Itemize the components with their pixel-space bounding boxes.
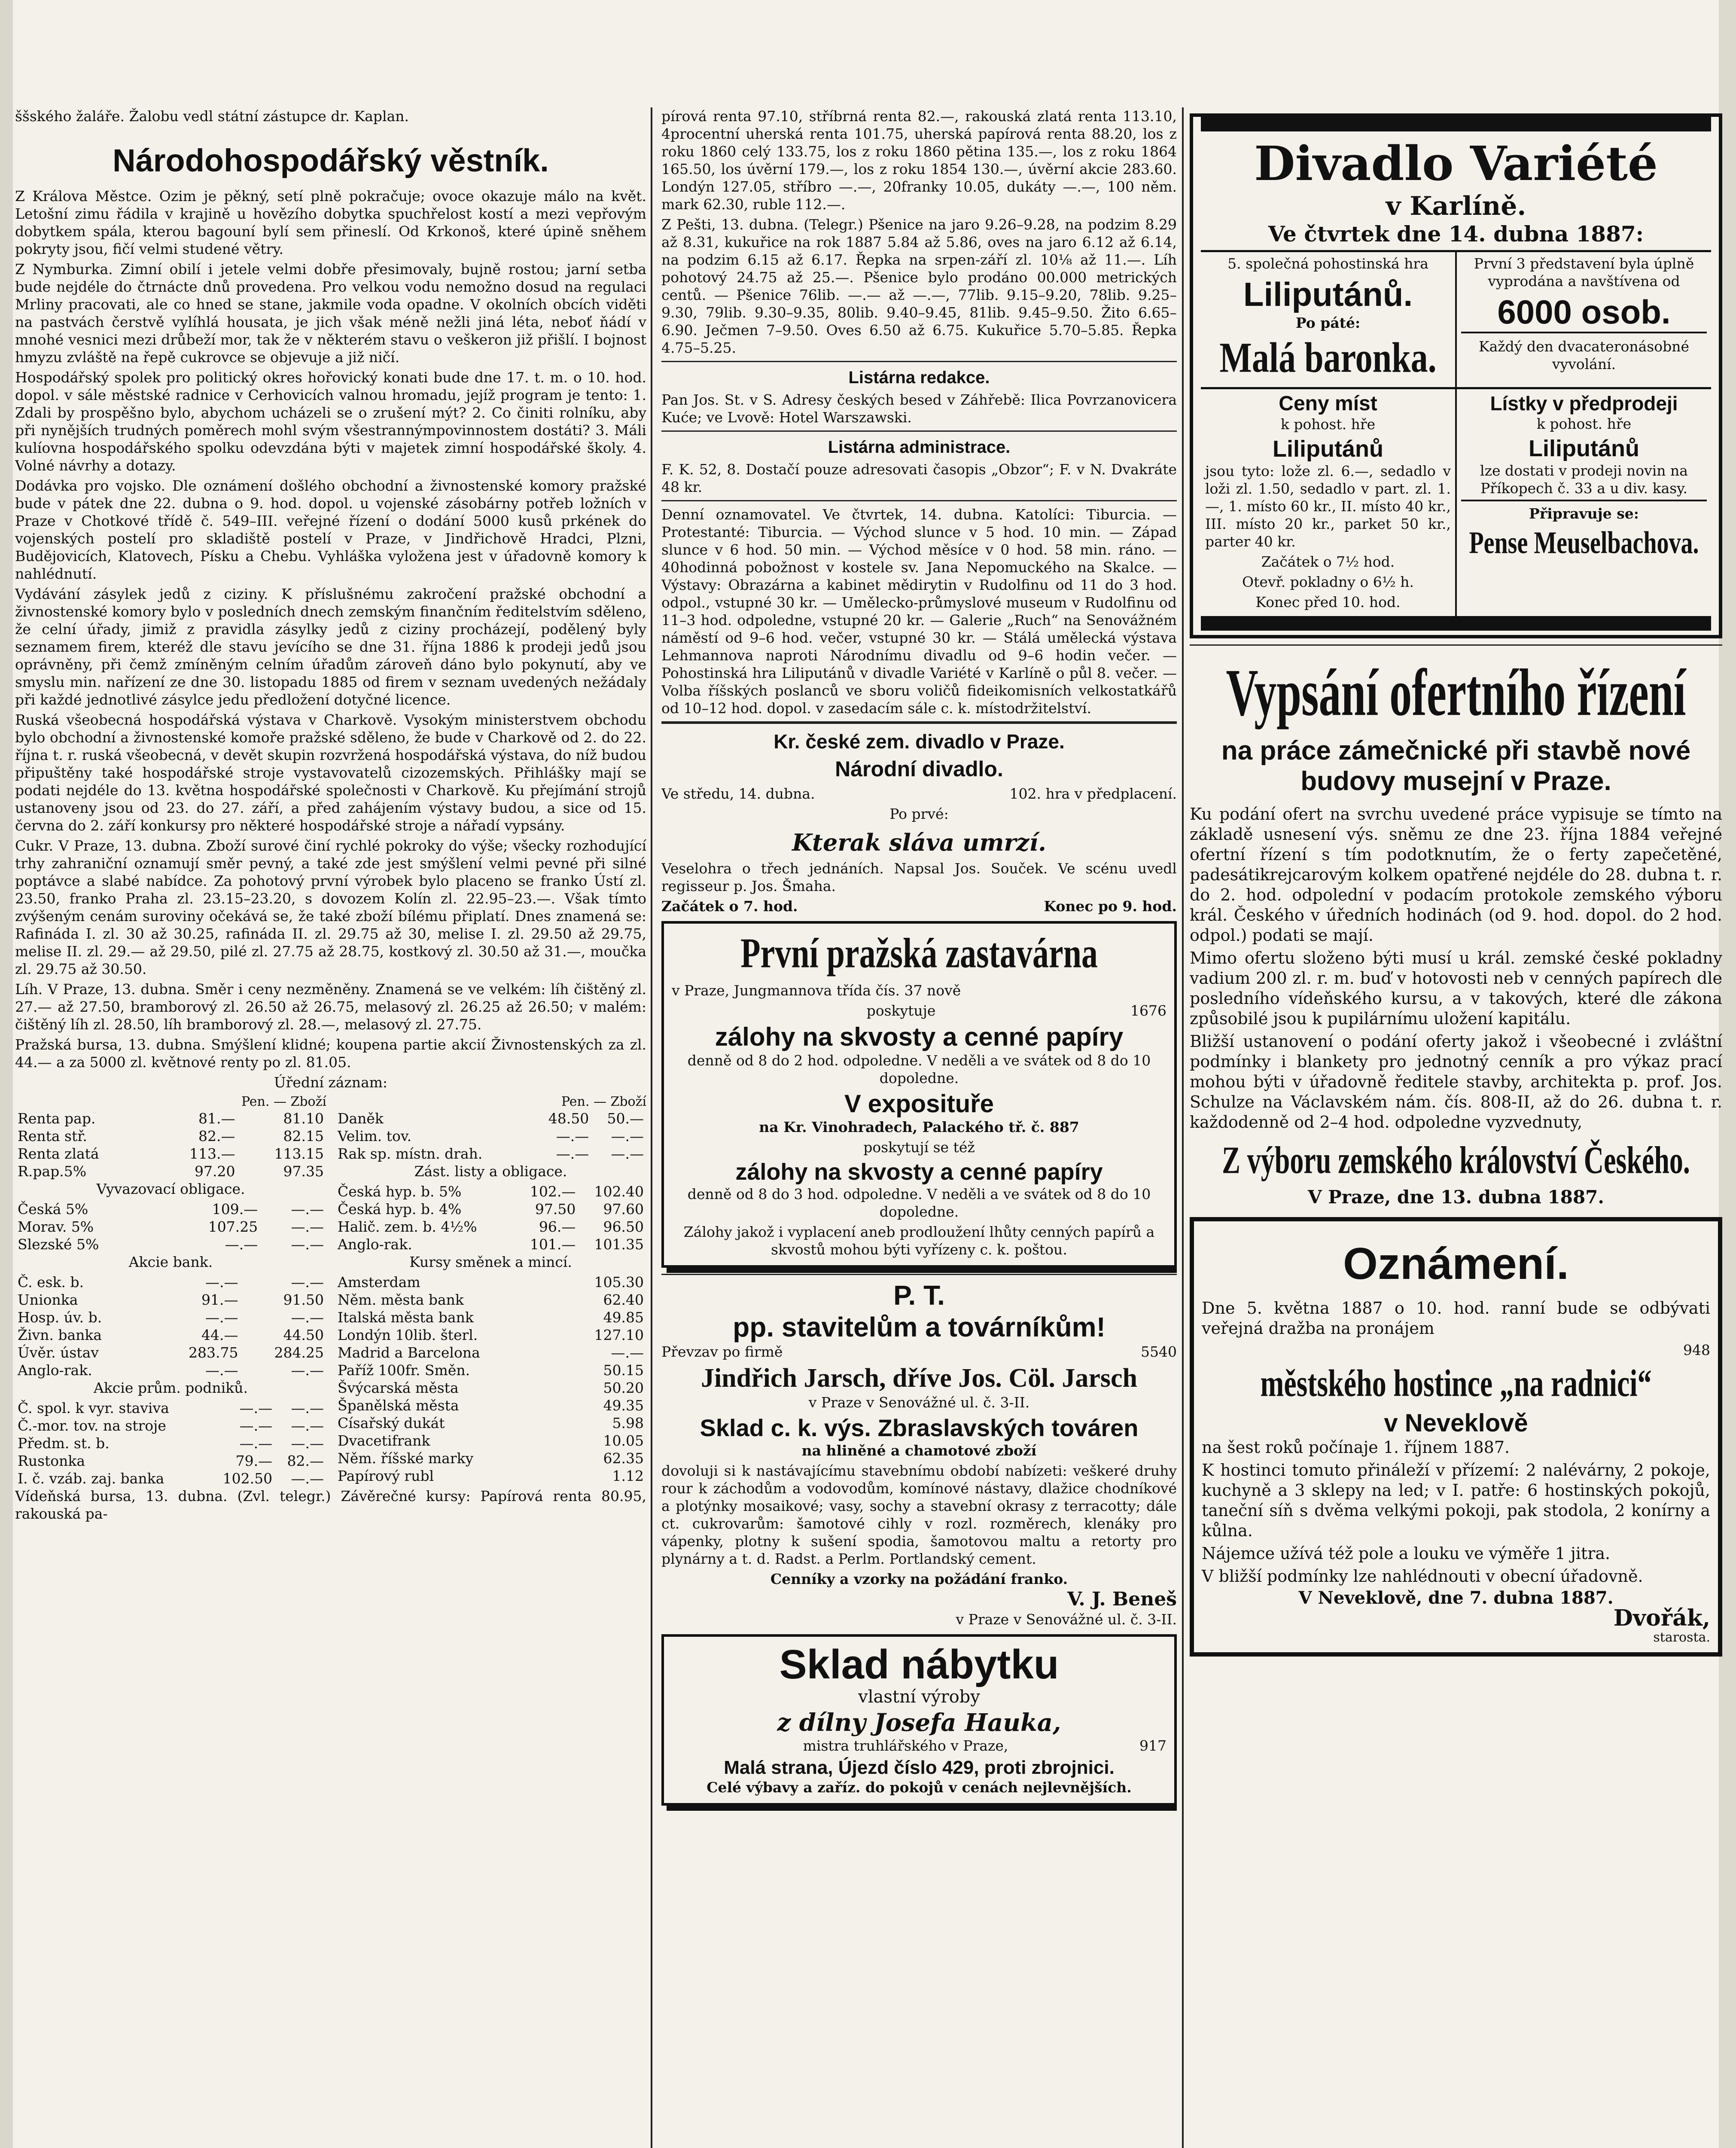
row-label: Č.-mor. tov. na stroje	[18, 1417, 166, 1434]
expo-addr: na Kr. Vinohradech, Palackého tř. č. 887	[759, 1119, 1079, 1135]
notice-big: městského hostince „na radnici“	[1260, 1362, 1652, 1405]
divider	[661, 500, 1177, 501]
article-paragraph: Z Nymburka. Zimní obilí i jetele velmi dobře přesimovaly, bujně rostou; jarní setba bude nejdéle do čtrnácte dnů provedena. Pro velkou vodu nemožno dosud na regulaci Mrliny pracovati, ale co hned se stane, jakmile voda opadne. V okolních obcích viděti na pastvách čerstvě vylíhlá housata, je jich však méně nežli jiná léta, neboť ňádí v mnohé vesnici mezi drůbeží mor, tak že v některém stavu o veškeron již přišlí. I bojnost hmyzu zvláště na řepě cukrovce se objevuje a již ničí.	[15, 261, 646, 366]
furn-note: Celé výbavy a zaříz. do pokojů v cenách nejlevnějších.	[707, 1779, 1132, 1796]
variete-place: v Karlíně.	[1386, 191, 1526, 221]
row-value: —.—	[205, 1274, 238, 1291]
row-label: Švýcarská města	[338, 1379, 459, 1396]
pawn-gives: poskytuje	[866, 1002, 936, 1019]
row-value: 91.—	[201, 1291, 238, 1308]
theatre-first: Po prvé:	[889, 806, 949, 822]
row-value: 102.—	[530, 1183, 576, 1200]
market-text: pírová renta 97.10, stříbrná renta 82.—, rakouská zlatá renta 113.10, 4procentní uherská renta 101.75, uherská papírová renta 88.20, los z roku 1860 celý 133.75, los z roku 1860 pětina 135.—, los z roku 1864 165.50, los úvěrní 179.—, los z roku 1854 130.—, úvěrní akcie 283.60. Londýn 127.05, stříbro —.—, 20franky 10.05, dukáty —.—, 100 něm. mark 62.30, ruble 112.—.	[661, 108, 1177, 213]
firm-name: Jindřich Jarsch, dříve Jos. Cöl. Jarsch	[700, 1364, 1138, 1393]
table-row	[15, 1273, 326, 1291]
furn-master-row	[672, 1737, 1166, 1754]
row-value: 49.35	[603, 1397, 644, 1414]
furn-addr: Malá strana, Újezd číslo 429, proti zbrojnici.	[724, 1757, 1115, 1778]
depot-sub: na hliněné a chamotové zboží	[801, 1442, 1037, 1459]
theatre-play: Kterak sláva umrzí.	[792, 829, 1046, 856]
admin-title: Listárna administrace.	[828, 438, 1011, 457]
row-value: —.—	[291, 1236, 324, 1253]
row-label: Anglo-rak.	[338, 1236, 412, 1253]
pawn-loans: zálohy na skvosty a cenné papíry	[715, 1022, 1124, 1051]
row-value: 82.—	[287, 1452, 324, 1469]
table-row	[15, 1434, 326, 1452]
row-value: 81.10	[283, 1110, 324, 1127]
right-text2: Každý den dvacateronásobné vyvolání.	[1461, 332, 1707, 373]
row-value: 44.—	[201, 1327, 238, 1343]
row-label: Císařský dukát	[338, 1415, 445, 1431]
row-label: Živn. banka	[18, 1327, 102, 1343]
furn-num: 917	[1139, 1737, 1166, 1754]
variete-right	[1455, 252, 1711, 387]
table-row	[15, 1236, 326, 1253]
kursy-heading: Kursy směnek a mincí.	[409, 1254, 572, 1270]
pen-label: Pen. — Zboží	[561, 1094, 646, 1109]
furn-own: vlastní výroby	[858, 1687, 980, 1707]
takeover-row	[661, 1343, 1177, 1361]
takeover-label: Převzav po firmě	[661, 1343, 783, 1360]
tender-p1: Ku podání ofert na svrchu uvedené práce vypisuje se tímto na základě usnesení výs. sněmu ze dne 23. října 1884 veřejné ofertní řízení s tím podotknutím, že o fertу zapečetěné, padesátikrejcarovým kolkem opatřené nejdéle do 28. dubna t. r. do 2. hod. odpolední v podacím protokole zemského výboru král. Českého v úředních hodinách (od 9. hod. dopol. do 2 hod. odpol.) podati se mají.	[1190, 805, 1722, 945]
row-label: Česká hyp. b. 4%	[338, 1201, 462, 1217]
table-row	[335, 1291, 646, 1309]
theatre-desc: Veselohra o třech jednáních. Napsal Jos. Souček. Ve scénu uvedl regisseur p. Jos. Šmaha.	[661, 860, 1177, 894]
pawn-addr: v Praze, Jungmannova třída čís. 37 nově	[672, 982, 961, 999]
rates-right-column	[335, 1094, 646, 1487]
row-value: 1.12	[612, 1468, 644, 1484]
row-value: —.—	[611, 1344, 644, 1361]
row-value: 82.15	[283, 1128, 324, 1144]
row-label: Paříž 100fr. Směn.	[338, 1362, 470, 1379]
table-row	[335, 1344, 646, 1361]
row-value: 109.—	[212, 1201, 258, 1217]
zast-heading: Zást. listy a obligace.	[414, 1163, 567, 1180]
column-economic	[15, 107, 646, 2148]
row-value: 97.50	[535, 1201, 576, 1217]
prum-heading: Akcie prům. podniků.	[94, 1379, 248, 1396]
table-row	[15, 1127, 326, 1145]
prices-start: Začátek o 7½ hod.	[1261, 553, 1395, 570]
admin-text: F. K. 52, 8. Dostačí pouze adresovati časopis „Obzor“; F. v N. Dvakráte 48 kr.	[661, 461, 1177, 495]
table-row	[15, 1361, 326, 1379]
pawn-title: První pražská zastavárna	[740, 930, 1098, 977]
row-label: Renta stř.	[18, 1128, 87, 1144]
variete-title: Divadlo Variété	[1254, 136, 1658, 191]
variete-prices	[1201, 389, 1455, 616]
pawn-address	[672, 982, 1166, 999]
table-row	[15, 1110, 326, 1127]
row-value: 113.15	[274, 1145, 324, 1162]
row-value: —.—	[291, 1470, 324, 1487]
row-value: 50.—	[607, 1110, 644, 1127]
row-value: —.—	[556, 1128, 589, 1144]
table-row	[15, 1417, 326, 1434]
notice-ad	[1190, 1217, 1722, 1657]
notice-p4: Nájemce užívá též pole a louku ve výměře 1 jitra.	[1202, 1544, 1611, 1563]
row-value: 101.35	[594, 1236, 644, 1253]
tender-sub: na práce zámečnické při stavbě nové budovy musejní v Praze.	[1221, 736, 1691, 796]
row-value: 102.40	[594, 1183, 644, 1200]
divider	[661, 361, 1177, 362]
tender-p3: Bližší ustanovení o podání oferty jakož i všeobecné i zvláštní podmínky i blankety pro jednotný cenník a pro výkaz prací mohou býti v úřadovně ředitele stavby, architekta p. prof. Jos. Schulze na Václavském nám. čís. 808-II, až do 26. dubna t. r. každodenně od 2–4 hod. odpoledne vyzvednuty,	[1190, 1032, 1722, 1132]
row-value: 127.10	[594, 1327, 644, 1343]
row-value: 62.40	[603, 1291, 644, 1308]
perf-left2: Po páté:	[1295, 314, 1361, 331]
furn-title: Sklad nábytku	[779, 1642, 1059, 1687]
table-row	[15, 1162, 326, 1180]
row-value: 91.50	[283, 1291, 324, 1308]
row-label: Unionka	[18, 1291, 78, 1308]
scan-edge-left	[0, 0, 13, 2148]
mala-title: Malá baronka.	[1219, 334, 1437, 381]
row-label: Anglo-rak.	[18, 1362, 92, 1379]
row-value: —.—	[239, 1417, 273, 1434]
official-heading: Úřední záznam:	[274, 1074, 388, 1091]
expo-loans: zálohy na skvosty a cenné papíry	[735, 1159, 1103, 1185]
redakce-text: Pan Jos. St. v S. Adresy českých besed v Záhřebě: Ilica Povrzanovicera Kuće; ve Lvově: Hotel Warszawski.	[661, 391, 1177, 426]
obligace-table	[15, 1200, 326, 1253]
black-bar	[1201, 616, 1711, 631]
row-label: Č. esk. b.	[18, 1274, 84, 1291]
theatre-head: Kr. české zem. divadlo v Praze.	[774, 730, 1065, 753]
variete-left	[1201, 252, 1455, 387]
variete-tickets	[1455, 389, 1711, 616]
expo-hours: denně od 8 do 3 hod. odpoledne. V neděli a ve svátek od 8 do 10 dopoledne.	[687, 1186, 1151, 1220]
table-row	[335, 1432, 646, 1449]
depot-prices: Cenníky a vzorky na požádání franko.	[770, 1571, 1068, 1587]
tickets-lilip: Liliputánů	[1529, 436, 1639, 461]
row-value: 49.85	[603, 1309, 644, 1326]
row-label: Slezské 5%	[18, 1236, 99, 1253]
variete-top-grid	[1201, 252, 1711, 387]
tender-p2: Mimo ofertu složeno býti musí u král. zemské české pokladny vadium 200 zl. r. m. buď v hotovosti neb v cenných papírech dle posledního vídeňského kursu, a v takových, které dle zákona způsobilé jsou k pupilárnímu uložení kapitálu.	[1190, 949, 1722, 1028]
row-label: Londýn 10lib. šterl.	[338, 1327, 478, 1343]
row-label: Úvěr. ústav	[18, 1344, 99, 1361]
theatre-name: Národní divadlo.	[835, 757, 1003, 781]
rates-table	[15, 1094, 646, 1487]
expo-title: V exposituře	[844, 1090, 994, 1118]
article-paragraph: Líh. V Praze, 13. dubna. Směr i ceny nezměněny. Znamená se ve velkém: líh čištěný zl. 27.— až 27.50, bramborový zl. 26.50 až 26.75, melasový zl. 26.25 až 26.50; v malém: čištěný líh zl. 28.50, líh bramborový zl. 28.—, melasový zl. 27.75.	[15, 981, 646, 1033]
row-value: 113.—	[189, 1145, 235, 1162]
table-row	[335, 1449, 646, 1467]
table-row	[15, 1309, 326, 1326]
column-middle	[661, 107, 1177, 2148]
prices-lilip: Liliputánů	[1273, 436, 1383, 462]
article-paragraph: Hospodářský spolek pro politický okres hořovický konati bude dne 17. t. m. o 10. hod. dopol. v sále městské radnice v Cerhovicích valnou hromadu, jejíž program je tento: 1. Zdali by prospěšno bylo, abychom ucházeli se o zrušení mýt? 2. Co činiti rolníku, aby při nynějších trudných poměrech mohl svým všestrannýmpovinnostem dostáti? 3. Máli kulíovna hospodářského spolku odevzdána býti v majetek zimní hospodářské školy. 4. Volné návrhy a dotazy.	[15, 369, 646, 474]
row-value: 284.25	[274, 1344, 324, 1361]
table-row	[15, 1344, 326, 1361]
article-paragraph: Pražská bursa, 13. dubna. Smýšlení klidné; koupena partie akcií Živnostenských za zl. 44.— a za 5000 zl. květnové renty po zl. 81.05.	[15, 1036, 646, 1071]
row-value: —.—	[205, 1309, 238, 1326]
row-value: 96.50	[603, 1218, 644, 1235]
expo-note: Zálohy jakož i vyplacení aneb prodloužení lhůty cenných papírů a skvostů mohou býti vyřízeny c. k. poštou.	[683, 1224, 1155, 1258]
pest-text: Z Pešti, 13. dubna. (Telegr.) Pšenice na jaro 9.26–9.28, na podzim 8.29 až 8.31, kukuřice na rok 1887 5.84 až 5.86, oves na jaro 6.12 až 6.14, na podzim 6.15 až 6.17. Řepka na srpen-září zl. 10⅛ až 11.—. Líh pohotový 24.75 až 25.—. Pšenice bylo prodáno 00.000 metrických centů. — Pšenice 76lib. —.— až —.—, 77lib. 9.15–9.20, 78lib. 9.25–9.30, 79lib. 9.30–9.35, 80lib. 9.40–9.45, 81lib. 9.45–9.50. Žito 6.65–6.90. Ječmen 7–9.50. Oves 6.50 až 6.75. Kukuřice 5.70–5.85. Řepka 4.75–5.25.	[661, 216, 1177, 356]
rates-right-table	[335, 1110, 646, 1162]
prices-text: jsou tyto: lože zl. 6.—, sedadlo v loži zl. 1.50, sedadlo v part. zl. 1.—, 1. místo 60 kr., II. místo 40 kr., III. místo 20 kr., parket 50 kr., parter 40 kr.	[1205, 463, 1451, 550]
notice-num: 948	[1683, 1342, 1710, 1358]
row-label: Madrid a Barcelona	[338, 1344, 480, 1361]
obligace-heading: Vyvazovací obligace.	[96, 1181, 245, 1197]
theatre-times	[661, 897, 1177, 915]
row-value: 96.—	[539, 1218, 576, 1235]
denni-text: Denní oznamovatel. Ve čtvrtek, 14. dubna. Katolíci: Tiburcia. — Protestanté: Tiburcia. — Východ slunce v 5 hod. 10 min. — Západ slunce v 6 hod. 50 min. — Východ měsíce v 0 hod. 58 min. ráno. — 40hodinná pobožnost v kostele sv. Jana Nepomuckého na Skalce. — Výstavy: Obrazárna a kabinet mědirytin v Rudolfinu od 11 do 3 hod. odpol., vstupné 30 kr. — Umělecko-průmyslové museum v Rudolfinu od 11–3 hod. odpoledne, vstupné 20 kr. — Galerie „Ruch“ na Senovážném náměstí od 9–6 hod. večer, vstupné 30 kr. — Stálá umělecká výstava Lehmannova naproti Národnímu divadlu od 9–6 hodin večer. — Pohostinská hra Liliputánů v divadle Variété v Karlíně o půl 8. večer. — Volba říšských poslanců ve sboru voličů fideikomisních velkostatkářů od 10–12 hod. dopol. v zasedacím sále c. k. místodržitelství.	[661, 506, 1177, 717]
kursy-table	[335, 1273, 646, 1485]
article-paragraph: Vydávání zásylek jedů z ciziny. K příslušnému zakročení pražské obchodní a živnostenské komory bylo v posledních dnech zemským finančním ředitelstvím sděleno, že celní úřady, jimiž z pravidla zásylky jedů z ciziny procházejí, podělený byly seznamem firem, kteréž dle stavu jevícího se dne 31. října 1886 k prodeji jedů jsou oprávněny, při čemž zmíněným celním úřadům zároveň dáno bylo pokynutí, aby ve smyslu min. nařízení ze dne 30. listopadu 1885 od firem v seznam uvedených nežádaly při každé jednotlivé zásylce jedu předložení dotyčné licence.	[15, 586, 646, 708]
row-label: I. č. vzáb. zaj. banka	[18, 1470, 164, 1487]
tender-from: Z výboru zemského království Českého.	[1222, 1138, 1690, 1181]
column-rule-1	[651, 107, 652, 2148]
table-row	[15, 1218, 326, 1236]
table-row	[15, 1452, 326, 1470]
row-value: 44.50	[283, 1327, 324, 1343]
table-row	[15, 1291, 326, 1309]
tender-title: Vypsání ofertního řízení	[1226, 656, 1686, 730]
pt-label: P. T.	[893, 1280, 945, 1311]
row-value: 97.35	[283, 1163, 324, 1180]
right-big: 6000 osob.	[1497, 293, 1671, 331]
column-rule-2	[1182, 107, 1184, 2148]
row-value: 105.30	[594, 1274, 644, 1291]
row-label: Hosp. úv. b.	[18, 1309, 102, 1326]
depot-sig-addr: v Praze v Senovážné ul. č. 3-II.	[956, 1611, 1177, 1628]
row-value: 50.15	[603, 1362, 644, 1379]
variete-date: Ve čtvrtek dne 14. dubna 1887:	[1201, 221, 1711, 252]
row-value: 283.75	[189, 1344, 238, 1361]
takeover-num: 5540	[1141, 1343, 1177, 1360]
table-row	[15, 1145, 326, 1162]
divider	[661, 721, 1177, 724]
table-row	[335, 1127, 646, 1145]
row-value: 97.60	[603, 1201, 644, 1217]
divider	[1190, 644, 1722, 646]
table-row	[335, 1273, 646, 1291]
builders-title: pp. stavitelům a továrníkům!	[733, 1312, 1106, 1342]
prum-table	[15, 1399, 326, 1487]
divider	[661, 430, 1177, 432]
row-value: 97.20	[195, 1163, 235, 1180]
tickets-text: lze dostati v prodeji novin na Příkopech č. 33 a u div. kasy.	[1480, 462, 1688, 497]
prices-sub: k pohost. hře	[1280, 416, 1376, 433]
perf-left1: 5. společná pohostinská hra	[1227, 255, 1428, 272]
row-value: —.—	[611, 1128, 644, 1144]
row-label: Č. spol. k vyr. staviva	[18, 1400, 169, 1416]
notice-p5: V bližší podmínky lze nahlédnouti v obecní úřadovně.	[1202, 1567, 1643, 1586]
divider	[661, 1274, 1177, 1275]
row-value: 79.—	[235, 1452, 273, 1469]
prices-open: Otevř. pokladny o 6½ h.	[1242, 574, 1414, 590]
row-label: Španělská města	[338, 1397, 459, 1414]
pawn-gives-row	[672, 1002, 1166, 1019]
row-label: Rustonka	[18, 1452, 85, 1469]
table-row	[335, 1467, 646, 1485]
row-value: —.—	[239, 1400, 273, 1416]
akcie-heading: Akcie bank.	[128, 1254, 213, 1270]
theatre-info	[661, 785, 1177, 802]
theatre-date: Ve středu, 14. dubna.	[661, 785, 815, 802]
row-label: Něm. říšské marky	[338, 1450, 474, 1467]
pawnshop-ad	[661, 921, 1177, 1268]
table-row	[15, 1399, 326, 1417]
notice-p2: na šest roků počínaje 1. říjnem 1887.	[1202, 1438, 1510, 1457]
row-label: Dvacetifrank	[338, 1432, 430, 1449]
row-label: Morav. 5%	[18, 1218, 94, 1235]
depot-signature: V. J. Beneš	[1067, 1588, 1177, 1610]
row-value: —.—	[291, 1362, 324, 1379]
row-value: —.—	[291, 1218, 324, 1235]
row-value: —.—	[205, 1362, 238, 1379]
zast-table	[335, 1183, 646, 1253]
rates-left-column	[15, 1094, 326, 1487]
row-value: 102.50	[222, 1470, 273, 1487]
row-value: 10.05	[603, 1432, 644, 1449]
row-value: 5.98	[612, 1415, 644, 1431]
row-value: 101.—	[530, 1236, 576, 1253]
article-paragraph: Z Králova Městce. Ozim je pěkný, setí plně pokračuje; ovoce okazuje málo na květ. Letošní zimu řádila v krajině u hovězího dobytka spuchřelost kostí a mezi vepřovým dobytkem spála, kterou bagouní bylí sem přineslí. Od Krkonoš, které úpině sněhem pokryty jsou, fičí velmi studené větry.	[15, 188, 646, 257]
pawn-hours: denně od 8 do 2 hod. odpoledne. V neděli a ve svátek od 8 do 10 dopoledne.	[687, 1052, 1151, 1086]
theatre-start: Začátek o 7. hod.	[661, 898, 798, 915]
row-value: —.—	[611, 1145, 644, 1162]
prices-head: Ceny míst	[1279, 392, 1377, 415]
row-value: 48.50	[548, 1110, 589, 1127]
table-row	[335, 1309, 646, 1326]
row-label: Daněk	[338, 1110, 384, 1127]
row-label: Halič. zem. b. 4½%	[338, 1218, 477, 1235]
depot-text: dovoluji si k nastávajícímu stavebnímu období nabízeti: veškeré druhy rour k záchodům a vodovodům, komínové nástavy, dlažice chodníkové a plotýnky mosaikové; vasy, sochy a stavební okrasy z terracotty; dále ct. cukrovarům: šamotové cihly v rozl. rozměrech, klenáky pro vápenky, plotny k sušení spodia, šamotovou maltu a retorty pro plynárny a t. d. Radst. a Perlm. Portlandský cement.	[661, 1462, 1177, 1567]
notice-title: Oznámení.	[1343, 1239, 1569, 1289]
row-value: 62.35	[603, 1450, 644, 1467]
furn-from: z dílny Josefa Hauka,	[777, 1709, 1061, 1737]
row-value: —.—	[291, 1435, 324, 1452]
row-label: Něm. města bank	[338, 1291, 464, 1308]
akcie-table	[15, 1273, 326, 1379]
theatre-perf: 102. hra v předplacení.	[1009, 785, 1177, 802]
notice-date: V Neveklově, dne 7. dubna 1887.	[1298, 1588, 1614, 1608]
row-label: Velim. tov.	[338, 1128, 412, 1144]
table-row	[335, 1218, 646, 1236]
tender-date: V Praze, dne 13. dubna 1887.	[1307, 1187, 1605, 1208]
table-row	[335, 1110, 646, 1127]
redakce-title: Listárna redakce.	[848, 368, 990, 387]
row-value: —.—	[291, 1309, 324, 1326]
row-value: —.—	[291, 1400, 324, 1416]
table-row	[335, 1397, 646, 1414]
table-row	[335, 1361, 646, 1379]
lilipu-title: Liliputánů.	[1243, 275, 1413, 313]
table-row	[335, 1236, 646, 1253]
pense-title: Pense Meuselbachova.	[1469, 525, 1699, 561]
rates-left-table	[15, 1110, 326, 1180]
row-value: —.—	[556, 1145, 589, 1162]
notice-p1: Dne 5. května 1887 o 10. hod. ranní bude se odbývati veřejná dražba na pronájem	[1202, 1299, 1710, 1338]
row-value: —.—	[291, 1417, 324, 1434]
tickets-sub: k pohost. hře	[1536, 415, 1632, 432]
row-label: Renta pap.	[18, 1110, 96, 1127]
table-row	[335, 1183, 646, 1200]
row-value: —.—	[291, 1201, 324, 1217]
theatre-end: Konec po 9. hod.	[1044, 898, 1177, 915]
row-label: Amsterdam	[338, 1274, 420, 1291]
variete-ad	[1190, 113, 1722, 638]
row-value: —.—	[291, 1274, 324, 1291]
row-value: 82.—	[198, 1128, 235, 1144]
furniture-ad	[661, 1634, 1177, 1806]
row-label: Renta zlatá	[18, 1145, 99, 1162]
black-bar	[1201, 117, 1711, 131]
tickets-head: Lístky v předprodeji	[1490, 392, 1678, 415]
table-row	[15, 1326, 326, 1344]
row-label: Papírový rubl	[338, 1468, 434, 1484]
row-label: R.pap.5%	[18, 1163, 87, 1180]
depot-title: Sklad c. k. výs. Zbraslavských továren	[700, 1414, 1139, 1441]
article-paragraph: Ruská všeobecná hospodářská výstava v Charkově. Vysokým ministerstvem obchodu bylo obchodní a živnostenské komoře pražské sděleno, že bude v Charkově od 2. do 22. října t. r. ruská všeobecná, v devět skupin rozvržená hospodářská výstava, do níž budou připuštěny také hospodářské stroje vystavovatelů cizozemských. Přihlášky mají se podati nejdéle do 13. května hospodářské společnosti v Charkově. Ku přejímání strojů ustanoveny jsou od 23. do 27. září, a před zahájením výstavy budou, a sice od 15. června do 2. září konkursy pro některé hospodářské stroje a nářadí vypsány.	[15, 711, 646, 834]
notice-place: v Neveklově	[1384, 1409, 1528, 1437]
pen-label: Pen. — Zboží	[241, 1094, 326, 1109]
row-value: 107.25	[208, 1218, 258, 1235]
column-ads	[1190, 107, 1722, 2148]
table-row	[335, 1145, 646, 1162]
table-row	[335, 1379, 646, 1397]
notice-role: starosta.	[1653, 1630, 1710, 1645]
right-text1: První 3 představení byla úplně vyprodána a navštívena od	[1474, 255, 1694, 290]
article-paragraph: Dodávka pro vojsko. Dle oznámení došlého obchodní a živnostenské komory pražské bude v pátek dne 22. dubna o 9. hod. dopol. u vojenské zásobárny potřeb ložních v Praze v Chotkové třídě č. 549–III. veřejné řízení o dodání 5000 kusů prkének do vojenských postelí pro skladiště postelí v Praze, v Jindřichově Hradci, Plzni, Budějovicích, Klatovech, Písku a Chebu. Vyhláška vyložena jest v úřadovně komory k nahlédnutí.	[15, 477, 646, 582]
lead-text: ššského žaláře. Žalobu vedl státní zástupce dr. Kaplan.	[15, 108, 409, 125]
pawn-num: 1676	[1130, 1002, 1166, 1019]
row-label: Česká hyp. b. 5%	[338, 1183, 462, 1200]
row-label: Předm. st. b.	[18, 1435, 110, 1452]
notice-p3: K hostinci tomuto přináleží v přízemí: 2 nalévárny, 2 pokoje, kuchyně a 3 sklepy na led; v I. patře: 6 hostinských pokojů, taneční síň s dvěma velkými pokoji, pak stodola, 2 konírny a kůlna.	[1202, 1461, 1710, 1540]
article-paragraph: Cukr. V Praze, 13. dubna. Zboží surové činí rychlé pokroky do výše; všecky rozhodující trhy zahraniční oznamují směr pevný, a také zde jest smýšlení velmi pevné při silné poptávce a slabé nabídce. Za pohotový první výrobek bylo placeno se franko Ústí zl. 23.50, franko Praha zl. 23.15–23.20, s dovozem Kolín zl. 22.95–23.—. Však tímto zvýšeným cenám suroviny očekává se, že také zboží bílému připlatí. Dnes znamená se: Rafináda I. zl. 30 až 30.25, rafináda II. zl. 29.75 až 30, melise I. zl. 29.50 až 29.75, melise II. zl. 29.— až 29.50, pilé zl. 27.75 až 28.75, kostkový zl. 30.50 až 31.—, moučka zl. 29.75 až 30.50.	[15, 837, 646, 977]
closing-text: Vídeňská bursa, 13. dubna. (Zvl. telegr.) Závěrečné kursy: Papírová renta 80.95, rakouská pa-	[15, 1488, 646, 1522]
table-row	[335, 1326, 646, 1344]
row-label: Česká 5%	[18, 1201, 88, 1217]
row-label: Italská města bank	[338, 1309, 474, 1326]
furn-master: mistra truhlářského v Praze,	[803, 1737, 1008, 1754]
notice-signature: Dvořák,	[1613, 1605, 1710, 1631]
variete-bottom-grid	[1201, 387, 1711, 616]
row-label: Rak sp. místn. drah.	[338, 1145, 483, 1162]
row-value: —.—	[239, 1435, 273, 1452]
table-row	[335, 1200, 646, 1218]
prep-label: Připravuje se:	[1461, 500, 1707, 522]
section-title: Národohospodářský věstník.	[113, 143, 549, 178]
prices-end: Konec před 10. hod.	[1255, 594, 1401, 610]
row-value: 81.—	[198, 1110, 235, 1127]
row-value: 50.20	[603, 1379, 644, 1396]
table-row	[335, 1414, 646, 1432]
expo-gives: poskytují se též	[863, 1139, 975, 1156]
row-value: —.—	[225, 1236, 258, 1253]
table-row	[15, 1200, 326, 1218]
firm-address: v Praze v Senovážné ul. č. 3-II.	[808, 1394, 1030, 1411]
table-row	[15, 1470, 326, 1487]
